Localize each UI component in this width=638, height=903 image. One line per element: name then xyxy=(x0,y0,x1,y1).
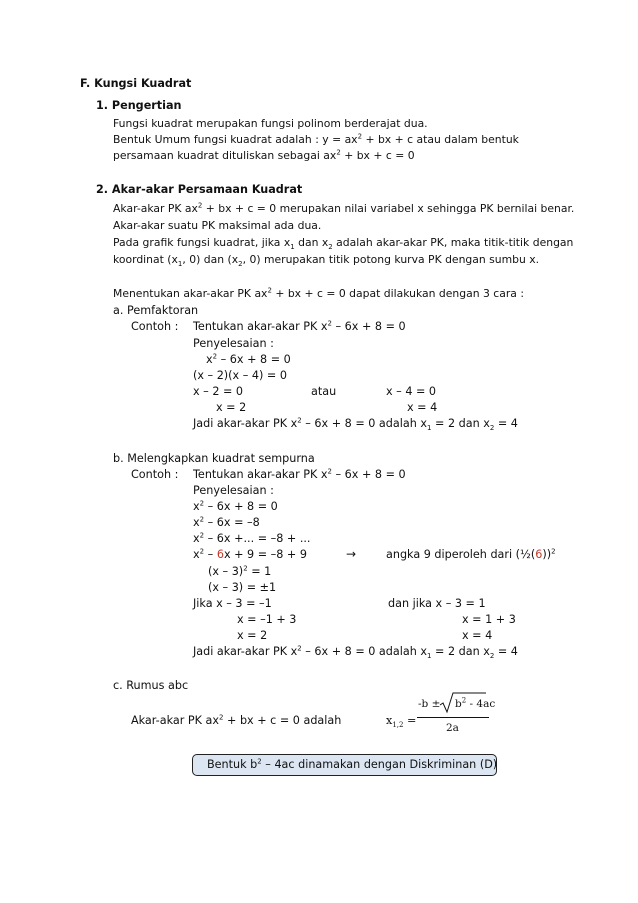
discriminant-box xyxy=(192,754,497,776)
section-title: F. Kungsi Kuadrat xyxy=(80,77,192,90)
s2-intro: Menentukan akar-akar PK $ax^2$ + bx + c = 0 dapat dilakukan dengan 3 cara : xyxy=(113,286,524,300)
a-eq3: x – 2 = 0 xyxy=(193,385,244,398)
a-eq4-right: x = 4 xyxy=(407,401,438,414)
a-contoh: Contoh : xyxy=(131,320,179,333)
b-line5: (x – 3)$^2$ = 1 xyxy=(208,564,272,578)
s2-p3: Pada grafik fungsi kuadrat, jika $x_1$ dan $x_2$ adalah akar-akar PK, maka titik-titik dengan xyxy=(113,236,574,252)
a-eq4: x = 2 xyxy=(216,401,247,414)
s1-line3: persamaan kuadrat dituliskan sebagai $ax^2$ + bx + c = 0 xyxy=(113,148,415,162)
b-line2: $x^2 - 6x = -8$ xyxy=(193,515,260,529)
b-line1: $x^2 - 6x + 8 = 0$ xyxy=(193,499,278,513)
c-line: Akar-akar PK $ax^2$ + bx + c = 0 adalah xyxy=(131,713,342,727)
formula-radicand: $b^2 - 4ac$ xyxy=(455,696,496,710)
b-r1-right: x = 1 + 3 xyxy=(462,613,516,626)
b-title: b. Melengkapkan kuadrat sempurna xyxy=(113,452,315,465)
s1-line2: Bentuk Umum fungsi kuadrat adalah : $y = ax^2$ + bx + c atau dalam bentuk xyxy=(113,132,519,146)
a-eq3-right: x – 4 = 0 xyxy=(386,385,437,398)
s1-heading: 1. Pengertian xyxy=(96,99,182,112)
c-x12: $x_{1,2}$ = xyxy=(386,714,417,730)
s1-line1: Fungsi kuadrat merupakan fungsi polinom berderajat dua. xyxy=(113,117,428,130)
b-angka-note: angka 9 diperoleh dari (½(6))$^2$ xyxy=(386,547,556,561)
b-r1: x = –1 + 3 xyxy=(237,613,297,626)
fraction-bar xyxy=(417,717,489,718)
a-atau: atau xyxy=(311,385,337,398)
s2-p4: koordinat ($x_1$, 0) dan ($x_2$, 0) merupakan titik potong kurva PK dengan sumbu x. xyxy=(113,253,540,269)
b-line6: (x – 3) = ±1 xyxy=(208,581,277,594)
b-line3: $x^2 - 6x$ +... = –8 + ... xyxy=(193,531,311,545)
discriminant-text: Bentuk $b^2 - 4ac$ dinamakan dengan Diskriminan (D) xyxy=(207,757,498,771)
formula-numerator: -b ± xyxy=(418,698,441,710)
b-r2-right: x = 4 xyxy=(462,629,493,642)
a-eq2: (x – 2)(x – 4) = 0 xyxy=(193,369,287,382)
b-conclusion: Jadi akar-akar PK $x^2 - 6x + 8 = 0$ adalah $x_1 = 2$ dan $x_2 = 4$ xyxy=(193,644,518,661)
a-conclusion: Jadi akar-akar PK $x^2 - 6x + 8 = 0$ adalah $x_1 = 2$ dan $x_2 = 4$ xyxy=(193,416,518,433)
b-contoh: Contoh : xyxy=(131,468,179,481)
a-eq1: $x^2 - 6x + 8 = 0$ xyxy=(206,352,291,366)
arrow-icon: → xyxy=(346,547,357,561)
formula-denominator: 2a xyxy=(446,722,459,734)
s2-p2: Akar-akar suatu PK maksimal ada dua. xyxy=(113,219,322,232)
a-task: Tentukan akar-akar PK $x^2 - 6x + 8 = 0$ xyxy=(193,319,406,333)
s2-heading: 2. Akar-akar Persamaan Kuadrat xyxy=(96,183,303,196)
b-penyelesaian: Penyelesaian : xyxy=(193,484,274,497)
s2-p1: Akar-akar PK $ax^2$ + bx + c = 0 merupakan nilai variabel x sehingga PK bernilai benar. xyxy=(113,201,575,215)
c-title: c. Rumus abc xyxy=(113,679,189,692)
b-line4: $x^2 - 6x + 9 = -8 + 9$ xyxy=(193,547,307,561)
b-task: Tentukan akar-akar PK $x^2 - 6x + 8 = 0$ xyxy=(193,467,406,481)
b-jika-left: Jika x – 3 = –1 xyxy=(193,597,272,610)
a-title: a. Pemfaktoran xyxy=(113,304,199,317)
b-jika-right: dan jika x – 3 = 1 xyxy=(388,597,486,610)
b-r2: x = 2 xyxy=(237,629,268,642)
a-penyelesaian: Penyelesaian : xyxy=(193,337,274,350)
